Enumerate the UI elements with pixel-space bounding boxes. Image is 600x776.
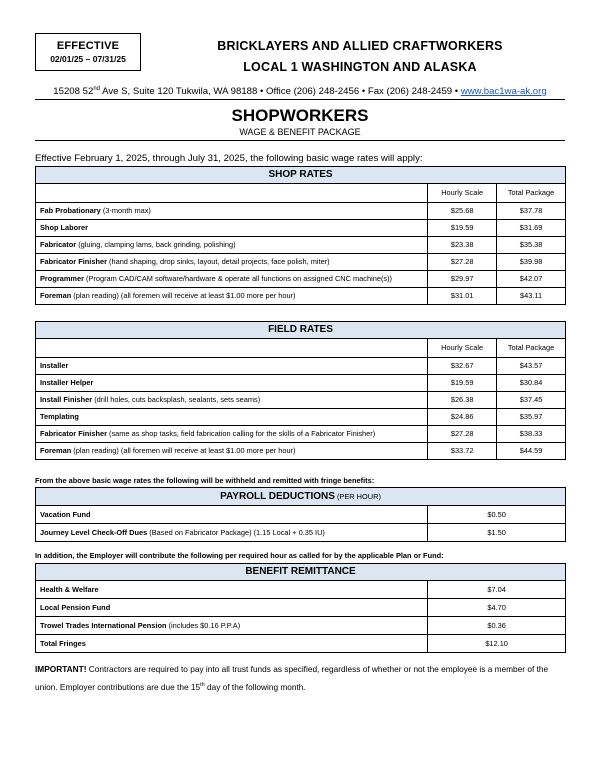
effective-box <box>35 33 141 71</box>
shop-rates-table <box>35 166 566 305</box>
table-row <box>36 237 566 254</box>
total-value: $31.69 <box>497 220 566 237</box>
item-value: $12.10 <box>428 635 566 653</box>
rate-label: Fabricator Finisher <box>40 257 107 266</box>
title-divider <box>35 140 565 141</box>
hourly-value: $33.72 <box>428 443 497 460</box>
table-row <box>36 443 566 460</box>
address-sup: nd <box>93 86 100 92</box>
item-value: $0.50 <box>428 506 566 524</box>
item-value: $1.50 <box>428 524 566 542</box>
rate-label: Install Finisher <box>40 395 93 404</box>
total-value: $37.45 <box>497 392 566 409</box>
important-text1: Contractors are required to pay into all trust funds as specified, regardless of whether or not the employee is a member of the union. Employer contributions are due the 15 <box>35 664 549 692</box>
hourly-value: $26.38 <box>428 392 497 409</box>
field-rates-body <box>36 358 566 460</box>
table-row <box>36 220 566 237</box>
shop-rates-title: SHOP RATES <box>36 167 566 184</box>
item-label-cell <box>36 524 428 542</box>
item-label: Health & Welfare <box>40 584 99 594</box>
payroll-title-suffix: (PER HOUR) <box>334 491 381 501</box>
table-row <box>36 203 566 220</box>
rate-label: Shop Laborer <box>40 223 89 232</box>
item-value: $0.36 <box>428 617 566 635</box>
rate-label: Fab Probationary <box>40 206 101 215</box>
item-label: Journey Level Check-Off Dues <box>40 527 148 537</box>
rate-desc: (drill holes, cuts backsplash, sealants, sets seams) <box>92 395 261 404</box>
rate-label-cell <box>36 426 428 443</box>
table-row <box>36 375 566 392</box>
rate-label-cell <box>36 203 428 220</box>
rate-desc: (plan reading) (all foremen will receive at least $1.00 more per hour) <box>71 446 296 455</box>
payroll-title: PAYROLL DEDUCTIONS <box>220 490 335 502</box>
table-row <box>36 599 566 617</box>
hourly-value: $27.28 <box>428 254 497 271</box>
item-desc: (Based on Fabricator Package) (1.15 Local + 0.35 IU) <box>147 527 325 537</box>
table-row <box>36 506 566 524</box>
shop-col-total: Total Package <box>497 184 566 203</box>
header-divider <box>35 99 565 100</box>
rate-desc: (Program CAD/CAM software/hardware & operate all functions on assigned CNC machine(s)) <box>83 274 393 283</box>
rate-label-cell <box>36 220 428 237</box>
total-value: $38.33 <box>497 426 566 443</box>
rate-label: Installer <box>40 361 69 370</box>
address-rest: Ave S, Suite 120 Tukwila, WA 98188 • Office (206) 248-2456 • Fax (206) 248-2459 • <box>100 86 461 98</box>
rate-label-cell <box>36 409 428 426</box>
table-row <box>36 271 566 288</box>
total-value: $43.57 <box>497 358 566 375</box>
rate-desc: (same as shop tasks, field fabrication calling for the skills of a Fabricator Finisher) <box>106 429 376 438</box>
page-subtitle: WAGE & BENEFIT PACKAGE <box>239 127 361 137</box>
total-value: $30.84 <box>497 375 566 392</box>
table-row <box>36 426 566 443</box>
employer-note: In addition, the Employer will contribute the following per required hour as called for by the applicable Plan or Fund: <box>35 551 444 560</box>
table-row <box>36 409 566 426</box>
field-rates-table <box>35 321 566 460</box>
item-label-cell <box>36 506 428 524</box>
table-row <box>36 358 566 375</box>
rate-label: Templating <box>40 412 79 421</box>
withheld-note: From the above basic wage rates the following will be withheld and remitted with fringe benefits: <box>35 476 375 485</box>
item-value: $4.70 <box>428 599 566 617</box>
rate-label: Fabricator Finisher <box>40 429 107 438</box>
hourly-value: $19.59 <box>428 220 497 237</box>
important-sup: th <box>200 682 205 688</box>
total-value: $35.97 <box>497 409 566 426</box>
effective-title: EFFECTIVE <box>56 40 120 52</box>
shop-col-hourly: Hourly Scale <box>428 184 497 203</box>
payroll-body <box>36 506 566 542</box>
hourly-value: $31.01 <box>428 288 497 305</box>
address-line <box>0 86 600 97</box>
hourly-value: $29.97 <box>428 271 497 288</box>
item-label: Local Pension Fund <box>40 602 111 612</box>
payroll-title-cell <box>36 488 566 506</box>
total-value: $35.38 <box>497 237 566 254</box>
rate-label-cell <box>36 254 428 271</box>
table-row <box>36 635 566 653</box>
hourly-value: $25.68 <box>428 203 497 220</box>
rate-label-cell <box>36 288 428 305</box>
benefit-title: BENEFIT REMITTANCE <box>36 564 566 581</box>
item-label: Total Fringes <box>40 638 86 648</box>
benefit-table <box>35 563 566 653</box>
rate-label-cell <box>36 271 428 288</box>
total-value: $42.07 <box>497 271 566 288</box>
table-row <box>36 524 566 542</box>
payroll-table <box>35 487 566 542</box>
shop-rates-body <box>36 203 566 305</box>
rate-label: Installer Helper <box>40 378 94 387</box>
item-label: Vacation Fund <box>40 509 91 519</box>
benefit-body <box>36 581 566 653</box>
total-value: $37.78 <box>497 203 566 220</box>
page-title: SHOPWORKERS <box>231 106 369 125</box>
total-value: $43.11 <box>497 288 566 305</box>
important-note <box>35 661 565 695</box>
rate-label-cell <box>36 392 428 409</box>
hourly-value: $24.86 <box>428 409 497 426</box>
item-label-cell <box>36 635 428 653</box>
table-row <box>36 581 566 599</box>
item-label: Trowel Trades International Pension <box>40 620 167 630</box>
hourly-value: $23.38 <box>428 237 497 254</box>
table-row <box>36 617 566 635</box>
rate-label: Foreman <box>40 446 72 455</box>
rate-desc: (plan reading) (all foremen will receive at least $1.00 more per hour) <box>71 291 296 300</box>
item-label-cell <box>36 617 428 635</box>
rate-label-cell <box>36 375 428 392</box>
item-label-cell <box>36 599 428 617</box>
effective-dates: 02/01/25 – 07/31/25 <box>50 54 126 64</box>
item-value: $7.04 <box>428 581 566 599</box>
rate-desc: (3-month max) <box>100 206 151 215</box>
total-value: $44.59 <box>497 443 566 460</box>
item-label-cell <box>36 581 428 599</box>
rate-label-cell <box>36 443 428 460</box>
website-link[interactable]: www.bac1wa-ak.org <box>460 86 547 98</box>
rate-label-cell <box>36 237 428 254</box>
total-value: $39.98 <box>497 254 566 271</box>
org-name-line1: BRICKLAYERS AND ALLIED CRAFTWORKERS <box>217 39 503 53</box>
rate-label: Programmer <box>40 274 84 283</box>
important-text2: day of the following month. <box>204 681 306 692</box>
rate-desc: (gluing, clamping lams, back grinding, polishing) <box>76 240 236 249</box>
item-desc: (includes $0.16 P.P.A) <box>166 620 241 630</box>
address-prefix: 15208 52 <box>53 86 94 98</box>
org-name-line2: LOCAL 1 WASHINGTON AND ALASKA <box>243 60 477 74</box>
rate-desc: (hand shaping, drop sinks, layout, detail projects, face polish, miter) <box>106 257 330 266</box>
field-col-total: Total Package <box>497 339 566 358</box>
rate-label: Fabricator <box>40 240 77 249</box>
table-row <box>36 254 566 271</box>
rate-label: Foreman <box>40 291 72 300</box>
field-rates-title: FIELD RATES <box>36 322 566 339</box>
table-row <box>36 288 566 305</box>
hourly-value: $19.59 <box>428 375 497 392</box>
important-lead: IMPORTANT! <box>35 664 87 674</box>
hourly-value: $27.28 <box>428 426 497 443</box>
intro-text: Effective February 1, 2025, through July 31, 2025, the following basic wage rates will apply: <box>35 153 423 164</box>
hourly-value: $32.67 <box>428 358 497 375</box>
field-col-hourly: Hourly Scale <box>428 339 497 358</box>
rate-label-cell <box>36 358 428 375</box>
table-row <box>36 392 566 409</box>
